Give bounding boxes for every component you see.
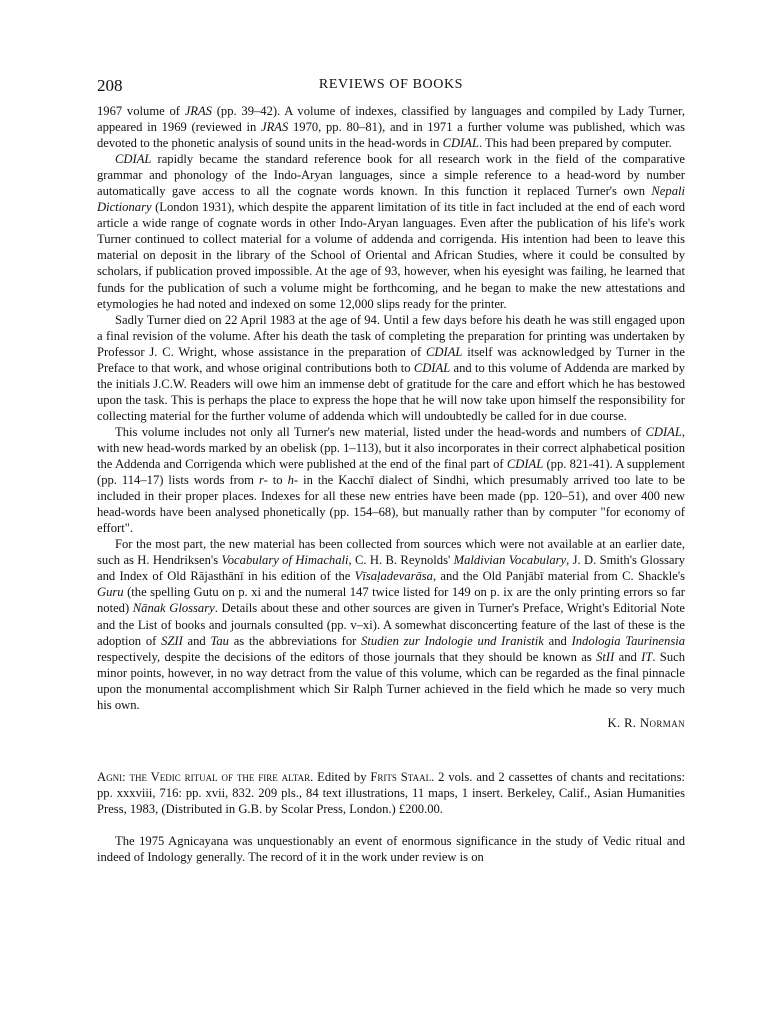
- text-run: (London 1931), which despite the apparent limitation of its title in fact included at the end of each word article a wide range of cognate words in other Indo-Aryan languages. Even after the publication of his life's work Turner continued to collect material for a volume of addenda and corrigenda. His intention had been to leave this material on deposit in the library of the School of Oriental and African Studies, where it could be consulted by scholars, if publication proved impossible. At the age of 93, however, when his eyesight was failing, he learned that funds for the publication of such a volume might be forthcoming, and he began to make the new attestations and etymologies he had noted and indexed on some 12,000 slips ready for the printer.: [97, 200, 685, 311]
- text-run: Sadly Turner died on 22 April 1983 at the age of 94. Until a few days before his death he was still engaged upon a final revision of the volume. After his death the task of completing the preparation for printing was undertaken by Professor J. C. Wright, whose assistance in the preparation of: [97, 312, 685, 359]
- text-run: to: [267, 473, 288, 488]
- italic-text: Tau: [210, 633, 229, 648]
- body-paragraph: [97, 312, 685, 424]
- italic-text: CDIAL: [506, 457, 544, 472]
- italic-text: JRAS: [261, 120, 289, 135]
- italic-text: Guru: [97, 585, 124, 600]
- text-run: in the Kacchī dialect of Sindhi, which presumably arrived too late to be included in their proper places. Indexes for all these new entries have been made (pp. 120–51), and over 400 new head-words have been analysed phonetically (pp. 154–68), but manually rather than by computer "for economy of effort".: [97, 473, 686, 536]
- italic-text: CDIAL: [115, 152, 152, 167]
- italic-text: CDIAL: [442, 136, 479, 151]
- review-norman: [97, 103, 685, 713]
- text-run: (the spelling Gutu on p. xi and the numeral 147 twice listed for 149 on p. ix are the only printing errors so far noted): [97, 585, 685, 616]
- signature-name: Norman: [640, 715, 685, 730]
- text-run: rapidly became the standard reference book for all research work in the field of the comparative grammar and phonology of the Indo-Aryan languages, since a simple reference to a head-word by number automatically gave access to all the cognate words known. In this function it replaced Turner's own: [97, 152, 685, 199]
- italic-text: Nepali Dictionary: [97, 184, 685, 215]
- italic-text: Maldivian Vocabulary: [453, 553, 567, 568]
- reviewer-signature: [97, 715, 685, 731]
- smallcaps-text: Agni: the Vedic ritual of the fire altar.: [97, 769, 314, 784]
- italic-text: r-: [258, 473, 268, 488]
- page-body: [97, 103, 685, 865]
- text-run: . Such minor points, however, in no way detract from the value of this volume, which can be regarded as the final pinnacle upon the monumental accomplishment which Sir Ralph Turner achieved in the field which he made so very much his own.: [97, 649, 685, 712]
- text-run: Edited by: [313, 769, 371, 784]
- text-run: This volume includes not only all Turner's new material, listed under the head-words and numbers of: [115, 424, 646, 439]
- text-run: . Details about these and other sources are given in Turner's Preface, Wright's Editorial Note and the List of books and journals consulted (pp. v–xi). A somewhat disconcerting feature of the last of these is the adoption of: [97, 601, 685, 648]
- text-run: and: [182, 633, 211, 648]
- italic-text: CDIAL: [413, 360, 451, 375]
- body-paragraph: [97, 103, 685, 151]
- text-run: (pp. 39–42). A volume of indexes, classified by languages and compiled by Lady Turner, appeared in 1969 (reviewed in: [97, 104, 685, 135]
- text-run: , J. D. Smith's Glossary and Index of Old Rājasthānī in his edition of the: [97, 553, 686, 584]
- text-run: For the most part, the new material has been collected from sources which were not available at an earlier date, such as H. Hendriksen's: [97, 537, 685, 568]
- text-run: and: [543, 633, 572, 648]
- running-head: REVIEWS OF BOOKS: [318, 77, 464, 92]
- body-paragraph: [97, 536, 685, 713]
- text-run: and: [614, 649, 642, 664]
- text-run: respectively, despite the decisions of the editors of those journals that they should be known as: [97, 649, 597, 664]
- text-run: itself was acknowledged by Turner in the Preface to that work, and whose original contributions both to: [97, 344, 685, 375]
- italic-text: Vīsaḷadevarāsa: [354, 569, 433, 584]
- text-run: and to this volume of Addenda are marked by the initials J.C.W. Readers will owe him an immense debt of gratitude for the care and effort which he has bestowed upon the task. This is perhaps the place to express the hope that he will now take upon himself the responsibility for collecting material for the further volume of addenda which will undoubtedly be called for in due course.: [97, 360, 685, 423]
- text-run: , and the Old Panjābī material from C. Shackle's: [432, 569, 685, 584]
- body-paragraph: [97, 424, 685, 536]
- signature-initials: K. R.: [607, 715, 640, 730]
- italic-text: Vocabulary of Himachali: [221, 553, 349, 568]
- review-staal: [97, 769, 685, 865]
- book-citation: [97, 769, 685, 817]
- italic-text: IT: [641, 649, 653, 664]
- smallcaps-text: Frits Staal: [370, 769, 432, 784]
- italic-text: Indologia Taurinensia: [571, 633, 686, 648]
- text-run: 1967 volume of: [97, 104, 185, 118]
- italic-text: Nānak Glossary: [132, 601, 215, 616]
- body-paragraph: [97, 151, 685, 311]
- italic-text: CDIAL: [645, 424, 682, 439]
- page-number: 208: [97, 76, 123, 95]
- text-run: as the abbreviations for: [228, 633, 362, 648]
- text-run: , with new head-words marked by an obelisk (pp. 1–113), but it also incorporates in their correct alphabetical position the Addenda and Corrigenda which were published at the end of the final part of: [97, 424, 685, 472]
- italic-text: Studien zur Indologie und Iranistik: [361, 633, 544, 648]
- italic-text: StII: [596, 649, 615, 664]
- page-header: [97, 74, 685, 100]
- italic-text: h-: [287, 473, 299, 488]
- text-run: , C. H. B. Reynolds': [348, 553, 454, 568]
- text-run: . This had been prepared by computer.: [478, 136, 672, 151]
- text-run: 1970, pp. 80–81), and in 1971 a further volume was published, which was devoted to the phonetic analysis of sound units in the head-words in: [97, 120, 686, 151]
- italic-text: CDIAL: [426, 344, 463, 359]
- italic-text: SZII: [161, 633, 183, 648]
- text-run: (pp. 821-41). A supplement (pp. 114–17) lists words from: [97, 457, 685, 488]
- text-run: . 2 vols. and 2 cassettes of chants and recitations: pp. xxxviii, 716: pp. xvii, 832. 209 pls., 84 text illustrations, 11 maps, 1 insert. Berkeley, Calif., Asian Humanities Press, 1983, (Distributed in G.B. by Scolar Press, London.) £200.00.: [97, 769, 686, 816]
- review-opening-paragraph: The 1975 Agnicayana was unquestionably an event of enormous significance in the study of Vedic ritual and indeed of Indology generally. The record of it in the work under review is on: [97, 833, 685, 865]
- italic-text: JRAS: [184, 104, 212, 118]
